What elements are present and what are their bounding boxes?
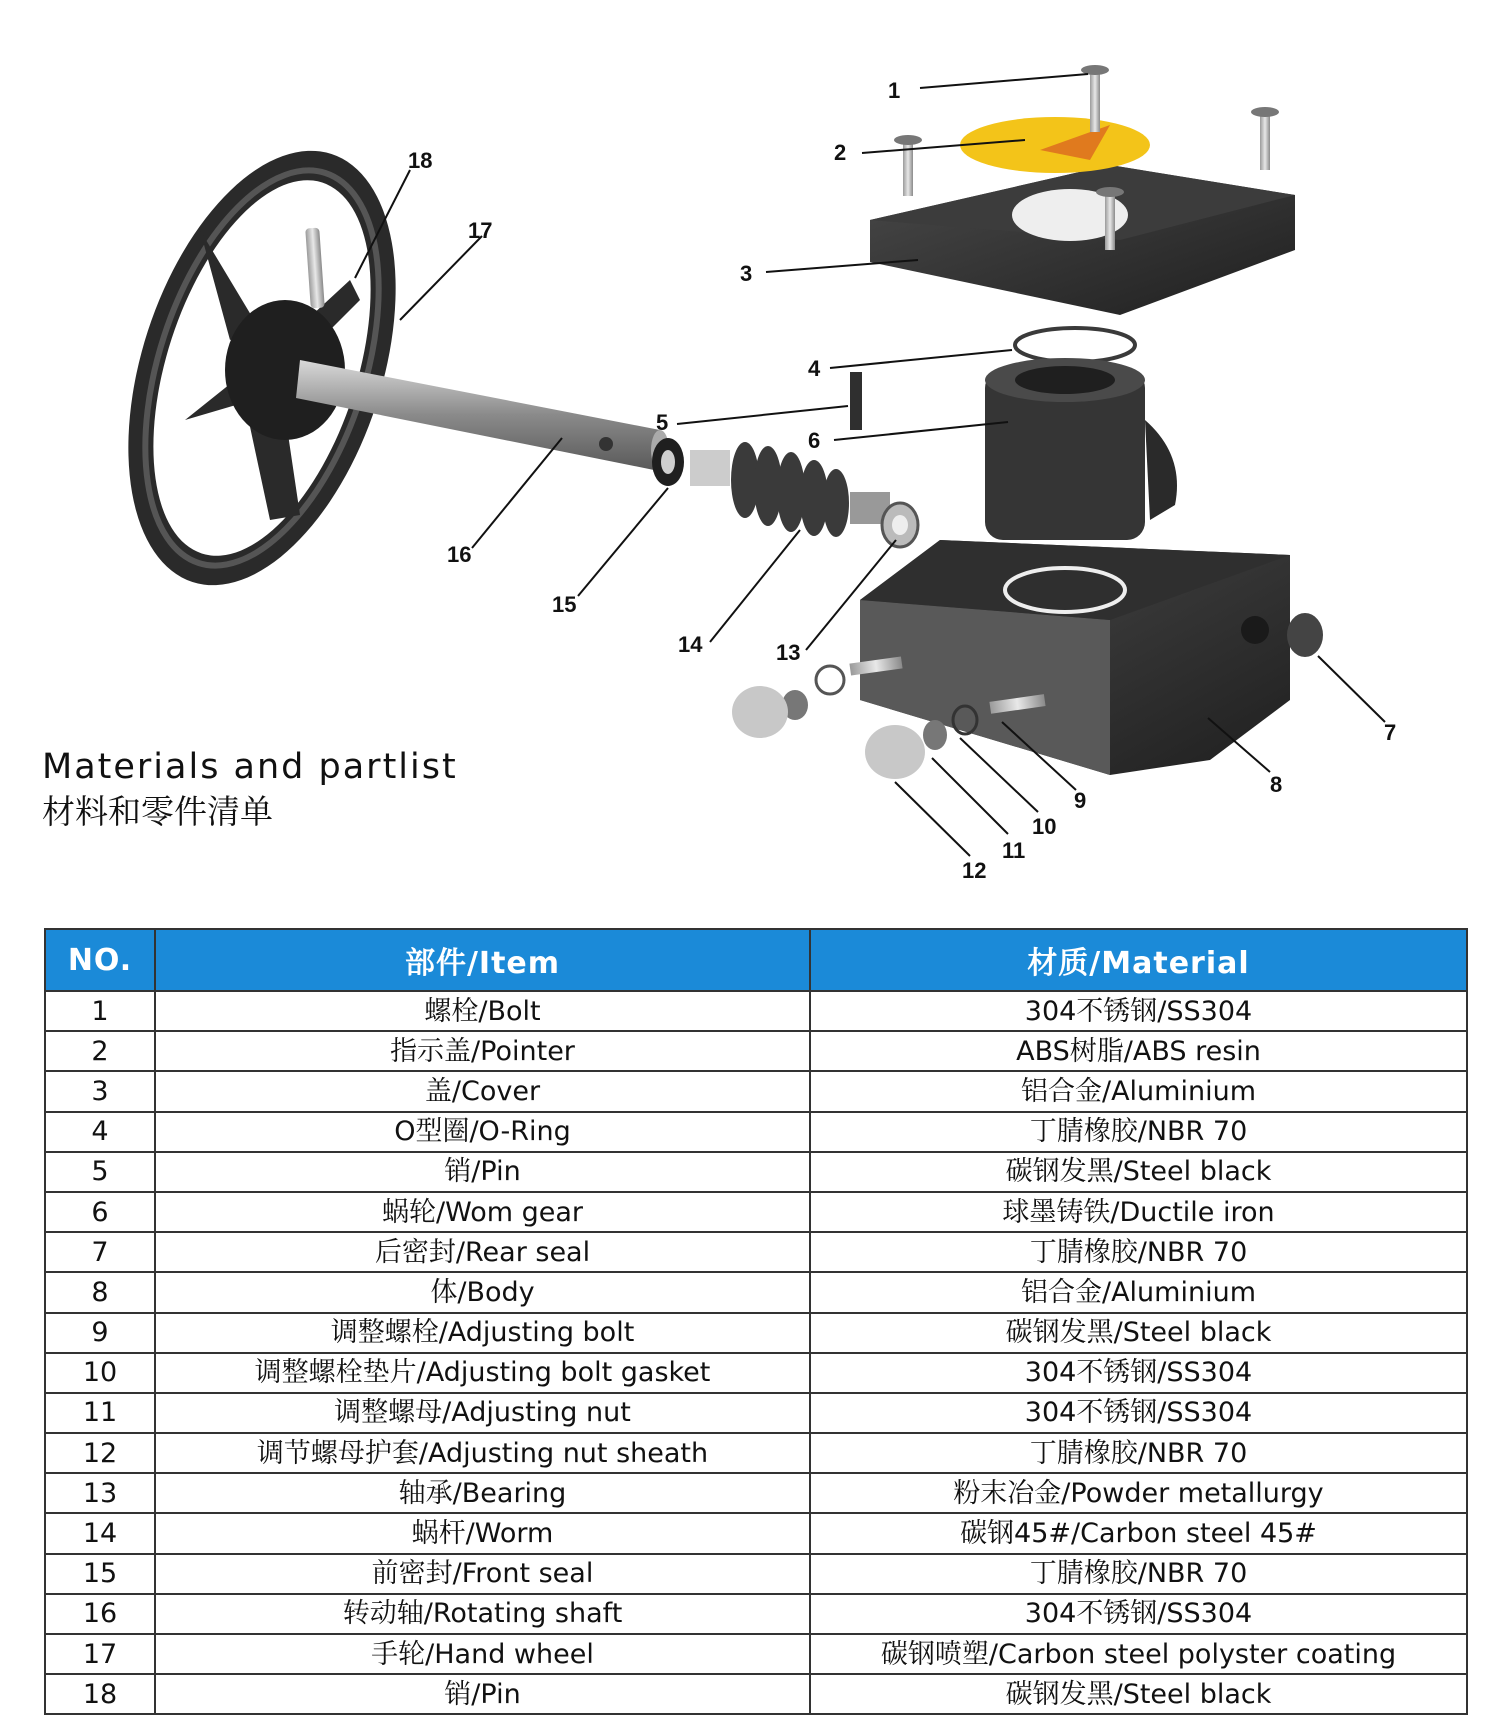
cell-no: 10	[45, 1353, 155, 1393]
table-row	[45, 1152, 1467, 1192]
cell-item: 转动轴/Rotating shaft	[155, 1594, 810, 1634]
callout-15: 15	[552, 592, 577, 617]
callout-12: 12	[962, 858, 987, 883]
cell-item: 前密封/Front seal	[155, 1554, 810, 1594]
cell-no: 11	[45, 1393, 155, 1433]
cell-no: 8	[45, 1272, 155, 1312]
parts-table	[44, 928, 1468, 1715]
pointer	[960, 117, 1150, 173]
table-row	[45, 1353, 1467, 1393]
cell-item: 销/Pin	[155, 1674, 810, 1714]
cell-item: 手轮/Hand wheel	[155, 1634, 810, 1674]
cell-no: 1	[45, 991, 155, 1031]
bearing	[882, 503, 918, 547]
cover	[870, 165, 1295, 315]
cell-no: 7	[45, 1232, 155, 1272]
cell-material: 粉末冶金/Powder metallurgy	[810, 1473, 1467, 1513]
cell-no: 2	[45, 1031, 155, 1071]
callout-5: 5	[656, 410, 669, 435]
front-seal	[652, 438, 684, 486]
cell-item: 螺栓/Bolt	[155, 991, 810, 1031]
cell-material: 304不锈钢/SS304	[810, 1393, 1467, 1433]
table-row	[45, 1112, 1467, 1152]
callout-7: 7	[1384, 720, 1397, 745]
cell-no: 16	[45, 1594, 155, 1634]
cell-material: 球墨铸铁/Ductile iron	[810, 1192, 1467, 1232]
worm-gear	[985, 358, 1177, 540]
table-body	[45, 991, 1467, 1714]
table-row	[45, 1674, 1467, 1714]
callout-10: 10	[1032, 814, 1057, 839]
cell-material: 碳钢发黑/Steel black	[810, 1313, 1467, 1353]
callout-18: 18	[408, 148, 433, 173]
cell-no: 9	[45, 1313, 155, 1353]
table-row	[45, 1031, 1467, 1071]
table-row	[45, 1554, 1467, 1594]
header-material: 材质/Material	[810, 929, 1467, 991]
hand-wheel	[78, 117, 445, 619]
cell-material: 304不锈钢/SS304	[810, 991, 1467, 1031]
header-no: NO.	[45, 929, 155, 991]
cell-no: 12	[45, 1433, 155, 1473]
cell-item: 销/Pin	[155, 1152, 810, 1192]
table-row	[45, 1272, 1467, 1312]
cell-material: ABS树脂/ABS resin	[810, 1031, 1467, 1071]
cell-item: 蜗杆/Worm	[155, 1513, 810, 1553]
callout-1: 1	[888, 78, 901, 103]
callout-4: 4	[808, 356, 821, 381]
parts-list-heading	[42, 746, 458, 832]
callout-16: 16	[447, 542, 472, 567]
table-row	[45, 1594, 1467, 1634]
cell-material: 碳钢发黑/Steel black	[810, 1152, 1467, 1192]
cell-item: 调节螺母护套/Adjusting nut sheath	[155, 1433, 810, 1473]
cell-item: 蜗轮/Wom gear	[155, 1192, 810, 1232]
cell-material: 丁腈橡胶/NBR 70	[810, 1433, 1467, 1473]
table-row	[45, 1232, 1467, 1272]
callout-14: 14	[678, 632, 703, 657]
callout-17: 17	[468, 218, 493, 243]
cell-item: 盖/Cover	[155, 1071, 810, 1111]
cell-material: 丁腈橡胶/NBR 70	[810, 1232, 1467, 1272]
cell-material: 丁腈橡胶/NBR 70	[810, 1112, 1467, 1152]
table-header-row	[45, 929, 1467, 991]
cell-no: 13	[45, 1473, 155, 1513]
callout-9: 9	[1074, 788, 1087, 813]
cell-item: 后密封/Rear seal	[155, 1232, 810, 1272]
cell-no: 6	[45, 1192, 155, 1232]
cell-item: 调整螺母/Adjusting nut	[155, 1393, 810, 1433]
callout-6: 6	[808, 428, 821, 453]
table-row	[45, 1473, 1467, 1513]
callout-8: 8	[1270, 772, 1283, 797]
table-row	[45, 1634, 1467, 1674]
table-row	[45, 991, 1467, 1031]
cell-material: 碳钢喷塑/Carbon steel polyster coating	[810, 1634, 1467, 1674]
table-row	[45, 1313, 1467, 1353]
cell-material: 304不锈钢/SS304	[810, 1594, 1467, 1634]
cell-no: 3	[45, 1071, 155, 1111]
cell-material: 铝合金/Aluminium	[810, 1272, 1467, 1312]
table-row	[45, 1192, 1467, 1232]
cell-no: 15	[45, 1554, 155, 1594]
heading-english: Materials and partlist	[42, 747, 458, 787]
rear-seal	[1287, 613, 1323, 657]
worm	[690, 442, 890, 537]
callout-3: 3	[740, 261, 753, 286]
cell-item: O型圈/O-Ring	[155, 1112, 810, 1152]
table-row	[45, 1393, 1467, 1433]
cell-material: 碳钢发黑/Steel black	[810, 1674, 1467, 1714]
o-ring	[1015, 328, 1135, 362]
cell-no: 17	[45, 1634, 155, 1674]
cell-item: 体/Body	[155, 1272, 810, 1312]
cell-item: 调整螺栓垫片/Adjusting bolt gasket	[155, 1353, 810, 1393]
table-row	[45, 1433, 1467, 1473]
pin	[850, 372, 862, 430]
cell-material: 碳钢45#/Carbon steel 45#	[810, 1513, 1467, 1553]
callout-2: 2	[834, 140, 847, 165]
cell-item: 轴承/Bearing	[155, 1473, 810, 1513]
cell-material: 铝合金/Aluminium	[810, 1071, 1467, 1111]
table-row	[45, 1513, 1467, 1553]
cell-no: 4	[45, 1112, 155, 1152]
callout-11: 11	[1002, 838, 1026, 863]
cell-material: 丁腈橡胶/NBR 70	[810, 1554, 1467, 1594]
cell-no: 18	[45, 1674, 155, 1714]
callout-13: 13	[776, 640, 801, 665]
cell-item: 指示盖/Pointer	[155, 1031, 810, 1071]
cell-material: 304不锈钢/SS304	[810, 1353, 1467, 1393]
table-row	[45, 1071, 1467, 1111]
cell-no: 14	[45, 1513, 155, 1553]
heading-chinese: 材料和零件清单	[42, 792, 273, 831]
cell-no: 5	[45, 1152, 155, 1192]
header-item: 部件/Item	[155, 929, 810, 991]
cell-item: 调整螺栓/Adjusting bolt	[155, 1313, 810, 1353]
